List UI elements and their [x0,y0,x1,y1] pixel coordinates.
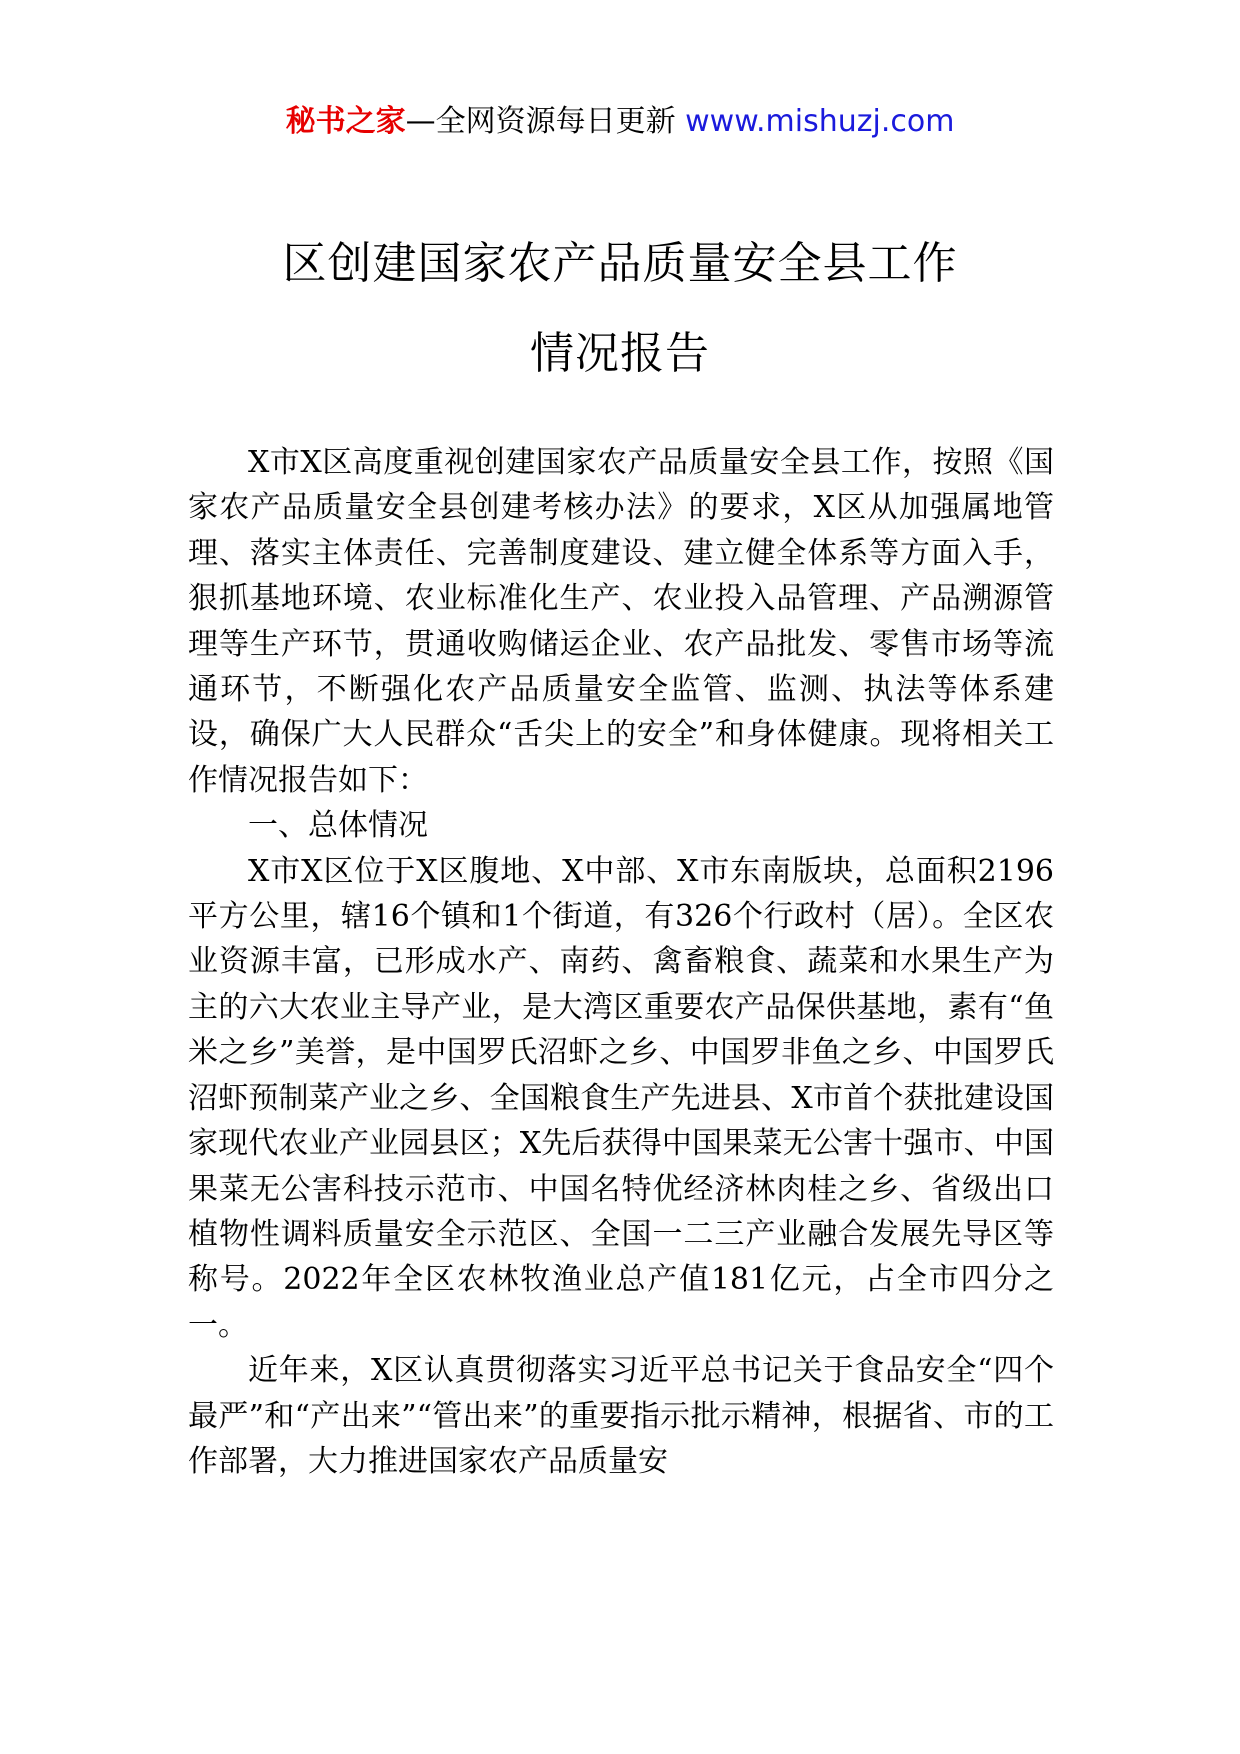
site-slogan: —全网资源每日更新 [405,104,676,139]
site-brand: 秘书之家 [285,104,406,139]
paragraph-recent-years: 近年来，X区认真贯彻落实习近平总书记关于食品安全“四个最严”和“产出来”“管出来”的重要指示批示精神，根据省、市的工作部署，大力推进国家农产品质量安 [188,1353,1054,1479]
document-body [188,440,1054,1484]
document-title-continued: 情况报告 [530,328,710,379]
document-title: 区创建国家农产品质量安全县工作 [282,238,958,289]
paragraph-intro: X市X区高度重视创建国家农产品质量安全县工作，按照《国家农产品质量安全县创建考核办法》的要求，X区从加强属地管理、落实主体责任、完善制度建设、建立健全体系等方面入手，狠抓基地环境、农业标准化生产、农业投入品管理、产品溯源管理等生产环节，贯通收购储运企业、农产品批发、零售市场等流通环节，不断强化农产品质量安全监管、监测、执法等体系建设，确保广大人民群众“舌尖上的安全”和身体健康。现将相关工作情况报告如下： [188,445,1054,798]
site-header [0,100,1240,144]
paragraph-overview: X市X区位于X区腹地、X中部、X市东南版块，总面积2196平方公里，辖16个镇和1个街道，有326个行政村（居）。全区农业资源丰富，已形成水产、南药、禽畜粮食、蔬菜和水果生产为主的六大农业主导产业，是大湾区重要农产品保供基地，素有“鱼米之乡”美誉，是中国罗氏沼虾之乡、中国罗非鱼之乡、中国罗氏沼虾预制菜产业之乡、全国粮食生产先进县、X市首个获批建设国家现代农业产业园县区；X先后获得中国果菜无公害十强市、中国果菜无公害科技示范市、中国名特优经济林肉桂之乡、省级出口植物性调料质量安全示范区、全国一二三产业融合发展先导区等称号。2022年全区农林牧渔业总产值181亿元，占全市四分之一。 [188,853,1054,1343]
site-url-link[interactable]: www.mishuzj.com [685,104,955,139]
section-heading-overview: 一、总体情况 [248,808,428,844]
